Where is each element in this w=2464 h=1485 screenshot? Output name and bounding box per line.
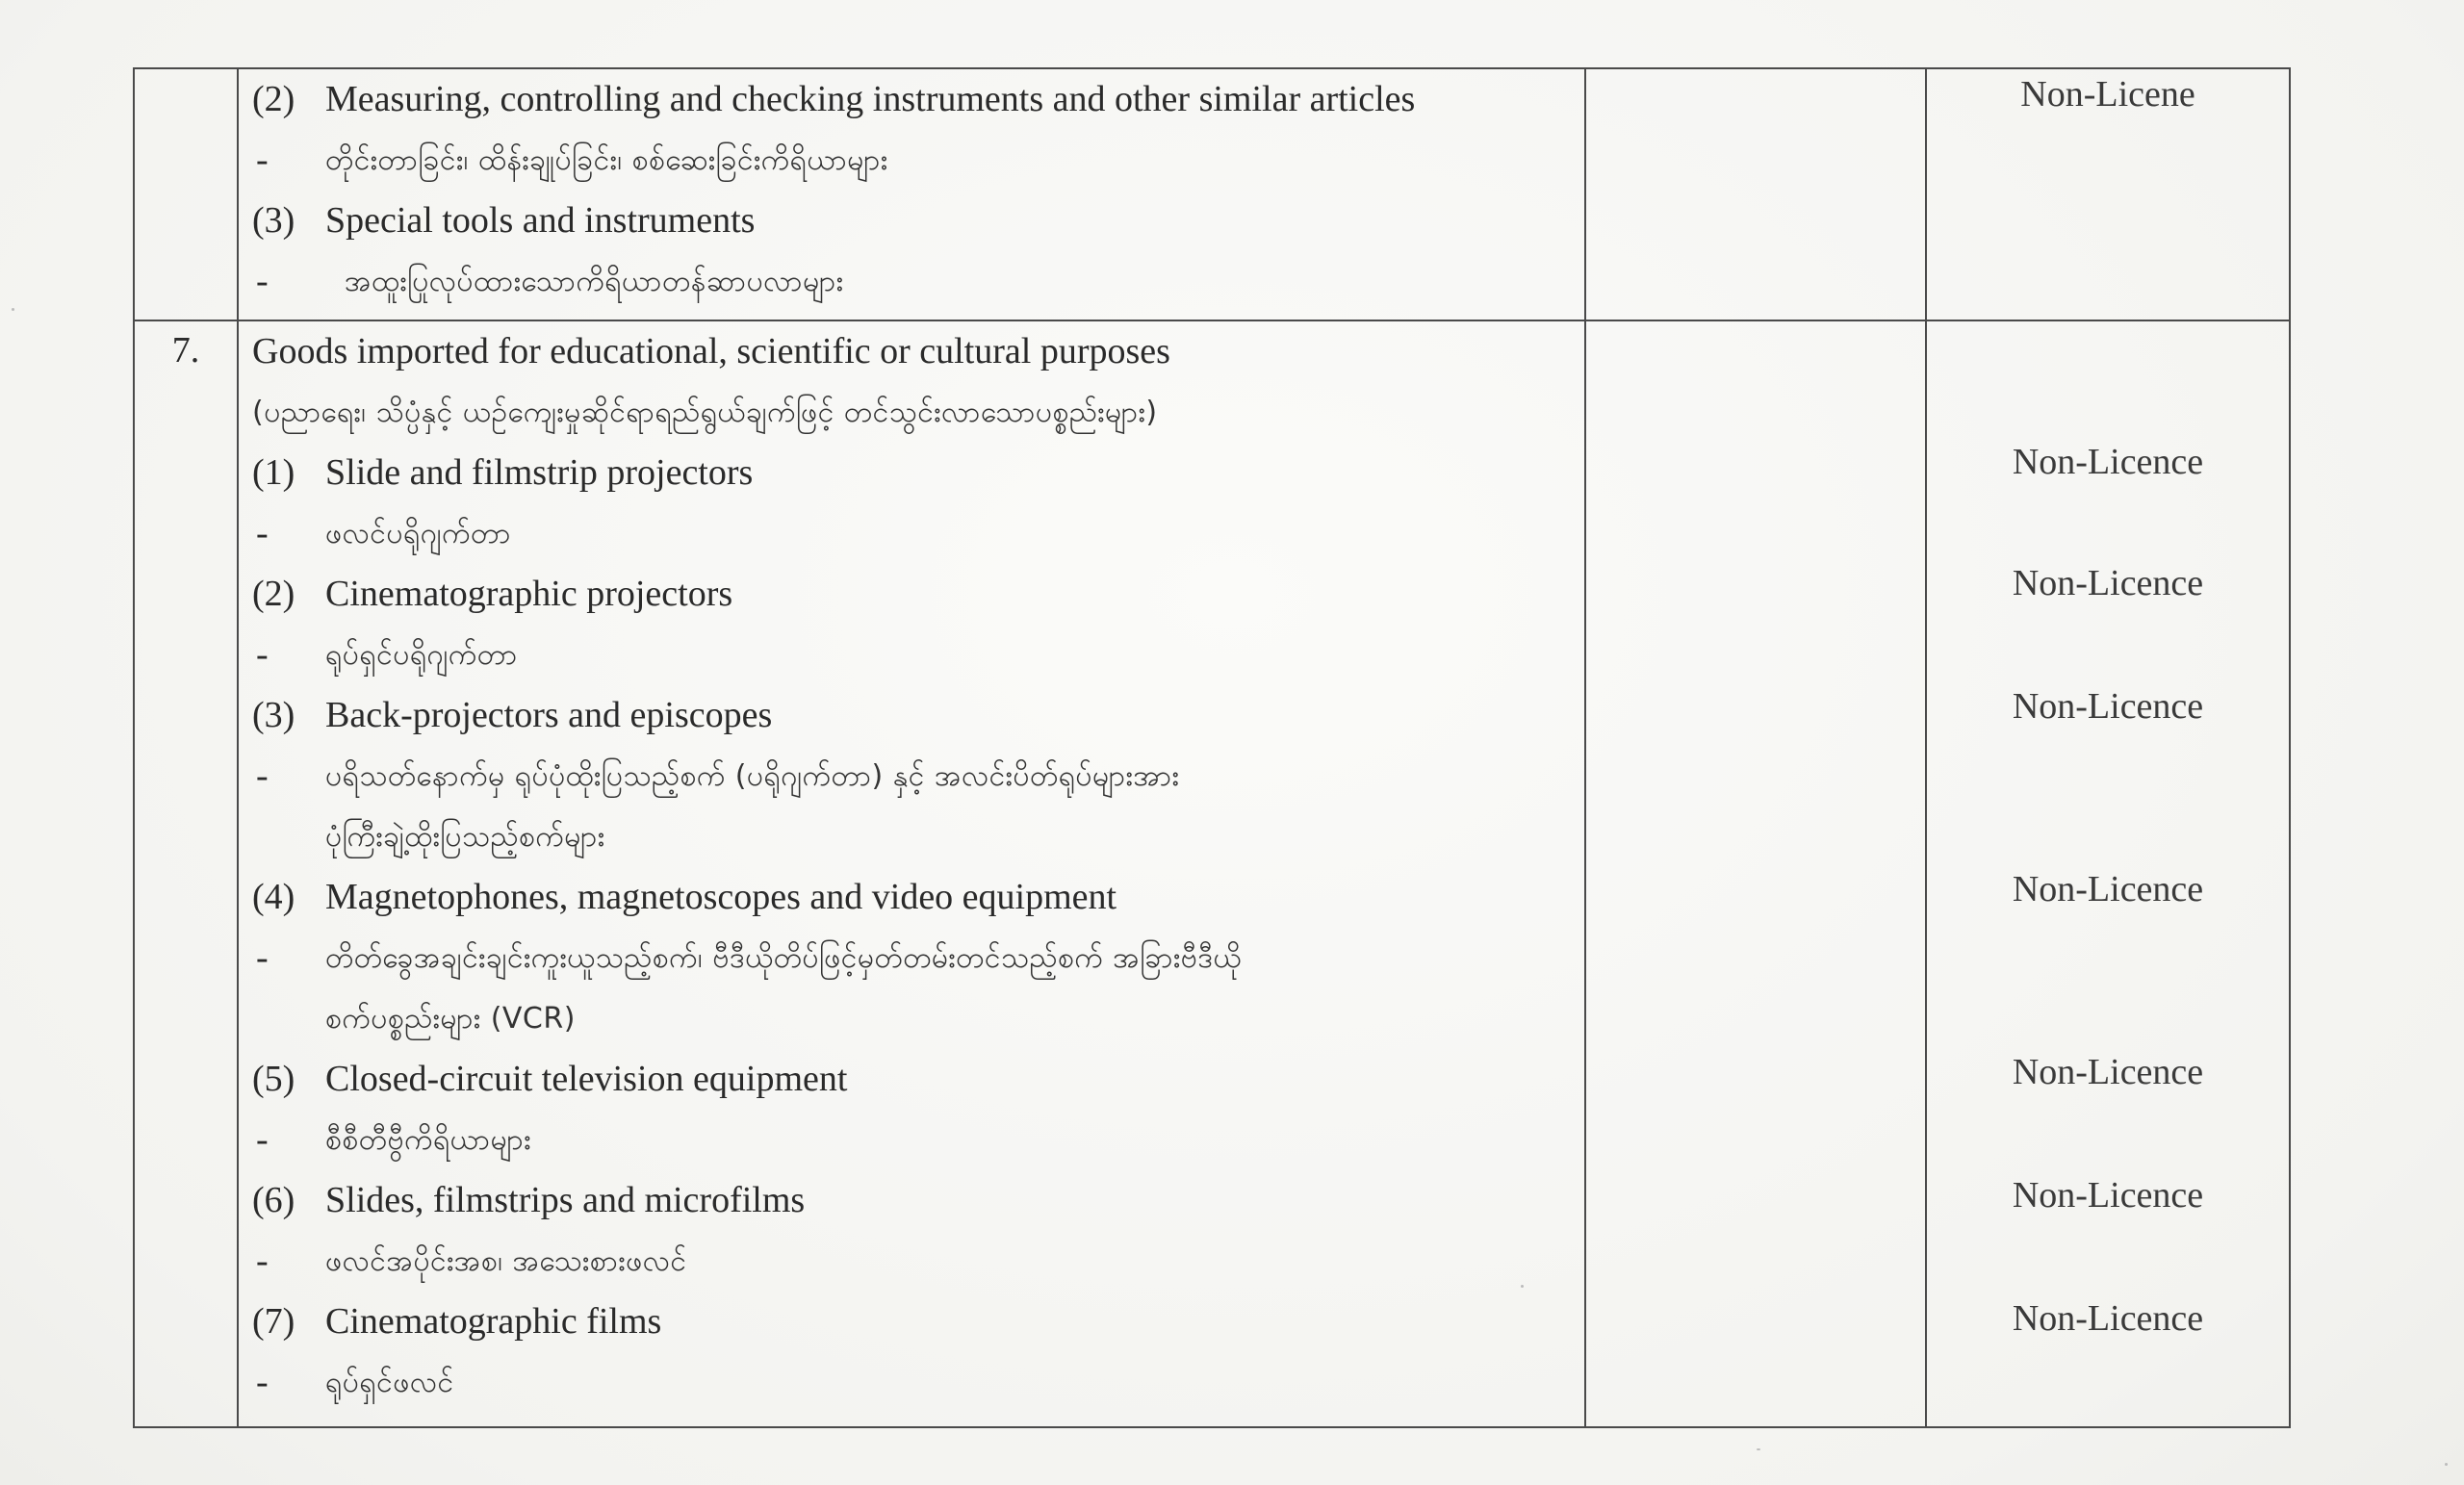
list-item [239, 1170, 1584, 1231]
item-label: (3) [252, 200, 295, 241]
dash: - [256, 140, 269, 180]
item-myanmar: ပရိသတ်နောက်မှ ရုပ်ပုံထိုးပြသည့်စက် (ပရိုဂျက်တာ) နှင့် အလင်းပိတ်ရုပ်များအား [325, 759, 1180, 793]
dash: - [256, 513, 269, 553]
licence-status-7: Non-Licence [2012, 1298, 2204, 1339]
list-item [239, 443, 1584, 503]
description-cell [238, 68, 1585, 320]
list-item-translation [239, 625, 1584, 685]
section-title-translation-line [239, 382, 1584, 443]
scan-speck [12, 308, 14, 311]
table-row-previous-section [134, 68, 2290, 320]
list-item [239, 685, 1584, 746]
item-myanmar: စက်ပစ္စည်းများ (VCR) [325, 1002, 576, 1036]
scan-speck [1521, 1285, 1524, 1288]
dash: - [256, 261, 269, 301]
list-item-translation [239, 1352, 1584, 1413]
licence-status-5: Non-Licence [2012, 1052, 2204, 1092]
item-myanmar: ဖလင်အပိုင်းအစ၊ အသေးစားဖလင် [325, 1244, 687, 1278]
licence-status-4: Non-Licence [2012, 869, 2204, 909]
item-english: Cinematographic projectors [325, 574, 733, 614]
section-title-myanmar: (ပညာရေး၊ သိပ္ပံနှင့် ယဉ်ကျေးမှုဆိုင်ရာရည်ရွယ်ချက်ဖြင့် တင်သွင်းလာသောပစ္စည်းများ) [252, 396, 1158, 429]
licence-cell [1926, 320, 2290, 1427]
item-english: Back-projectors and episcopes [325, 695, 773, 735]
list-item-translation-continued [239, 807, 1584, 867]
description-cell [238, 320, 1585, 1427]
item-myanmar: ရုပ်ရှင်ပရိုဂျက်တာ [325, 638, 518, 672]
table-row-section-7 [134, 320, 2290, 1427]
licence-cell [1926, 68, 2290, 320]
dash: - [256, 937, 269, 978]
item-label: (3) [252, 695, 295, 735]
item-myanmar: ပုံကြီးချဲ့ထိုးပြသည့်စက်များ [325, 820, 605, 854]
scan-speck [2445, 1463, 2448, 1466]
licence-status: Non-Licene [2020, 74, 2195, 115]
item-myanmar: တိုင်းတာခြင်း၊ ထိန်းချုပ်ခြင်း၊ စစ်ဆေးခြင်းကိရိယာများ [325, 143, 888, 177]
item-label: (2) [252, 79, 295, 119]
dash: - [256, 1119, 269, 1160]
section-title-line [239, 321, 1584, 382]
scan-speck [1757, 1448, 1760, 1450]
list-item-translation [239, 130, 1584, 191]
list-item [239, 867, 1584, 928]
dash: - [256, 1241, 269, 1281]
list-item-translation [239, 928, 1584, 988]
tariff-table [133, 67, 2291, 1428]
licence-status-2: Non-Licence [2012, 563, 2204, 603]
list-item [239, 69, 1584, 130]
dash: - [256, 634, 269, 675]
list-item [239, 564, 1584, 625]
item-label: (7) [252, 1301, 295, 1342]
item-myanmar: အထူးပြုလုပ်ထားသောကိရိယာတန်ဆာပလာများ [345, 265, 844, 298]
item-english: Cinematographic films [325, 1301, 662, 1342]
dash: - [256, 1362, 269, 1402]
item-myanmar: စီစီတီဗွီကိရိယာများ [325, 1123, 531, 1157]
item-label: (1) [252, 452, 295, 493]
blank-cell [1585, 68, 1926, 320]
number-cell [134, 68, 238, 320]
list-item [239, 191, 1584, 251]
list-item-translation [239, 251, 1584, 312]
item-myanmar: ရုပ်ရှင်ဖလင် [325, 1366, 454, 1399]
item-english: Closed-circuit television equipment [325, 1059, 848, 1099]
list-item [239, 1049, 1584, 1110]
licence-status-6: Non-Licence [2012, 1175, 2204, 1216]
item-english: Measuring, controlling and checking instruments and other similar articles [325, 79, 1416, 119]
item-label: (4) [252, 877, 295, 917]
item-myanmar: ဖလင်ပရိုဂျက်တာ [325, 517, 512, 550]
licence-status-1: Non-Licence [2012, 442, 2204, 482]
list-item [239, 1292, 1584, 1352]
list-item-translation [239, 746, 1584, 807]
list-item-translation [239, 1110, 1584, 1170]
blank-cell [1585, 320, 1926, 1427]
item-label: (5) [252, 1059, 295, 1099]
licence-status-3: Non-Licence [2012, 686, 2204, 727]
item-myanmar: တိတ်ခွေအချင်းချင်းကူးယူသည့်စက်၊ ဗီဒီယိုတိပ်ဖြင့်မှတ်တမ်းတင်သည့်စက် အခြားဗီဒီယို [325, 941, 1243, 975]
list-item-translation [239, 1231, 1584, 1292]
section-number: 7. [134, 320, 238, 1427]
dash: - [256, 755, 269, 796]
item-english: Special tools and instruments [325, 200, 756, 241]
section-title: Goods imported for educational, scientific or cultural purposes [252, 331, 1170, 371]
item-english: Slides, filmstrips and microfilms [325, 1180, 806, 1220]
item-english: Slide and filmstrip projectors [325, 452, 754, 493]
list-item-translation [239, 503, 1584, 564]
item-english: Magnetophones, magnetoscopes and video equipment [325, 877, 1117, 917]
item-label: (2) [252, 574, 295, 614]
list-item-translation-continued [239, 988, 1584, 1049]
item-label: (6) [252, 1180, 295, 1220]
